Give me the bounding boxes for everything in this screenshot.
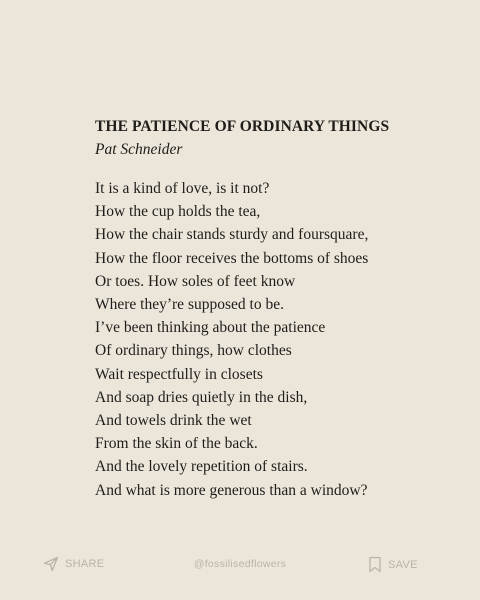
footer-bar [0,552,480,576]
poem-line: How the cup holds the tea, [95,203,261,221]
poem-line: And towels drink the wet [95,412,252,430]
poem-title: THE PATIENCE OF ORDINARY THINGS [95,118,390,135]
poem-line: How the chair stands sturdy and foursquare, [95,226,369,244]
poem-line: I’ve been thinking about the patience [95,319,326,337]
save-button[interactable] [368,556,418,573]
save-label: SAVE [388,558,418,571]
poem-line: Or toes. How soles of feet know [95,272,296,290]
poem-author: Pat Schneider [95,141,183,158]
poem-line: Of ordinary things, how clothes [95,342,292,360]
poem-line: From the skin of the back. [95,435,258,453]
poem-line: It is a kind of love, is it not? [95,180,270,197]
account-handle: @fossilisedflowers [193,558,287,570]
poem-line: How the floor receives the bottoms of shoes [95,249,369,267]
poem-line: And what is more generous than a window? [95,481,368,499]
poem-line: And soap dries quietly in the dish, [95,388,308,406]
poem-line: Wait respectfully in closets [95,365,263,383]
poem-body [95,177,455,502]
poem-line: And the lovely repetition of stairs. [95,458,308,476]
poem-card [95,117,455,502]
share-label: SHARE [65,558,105,570]
poem-line: Where they’re supposed to be. [95,296,284,314]
bookmark-icon [368,556,382,573]
